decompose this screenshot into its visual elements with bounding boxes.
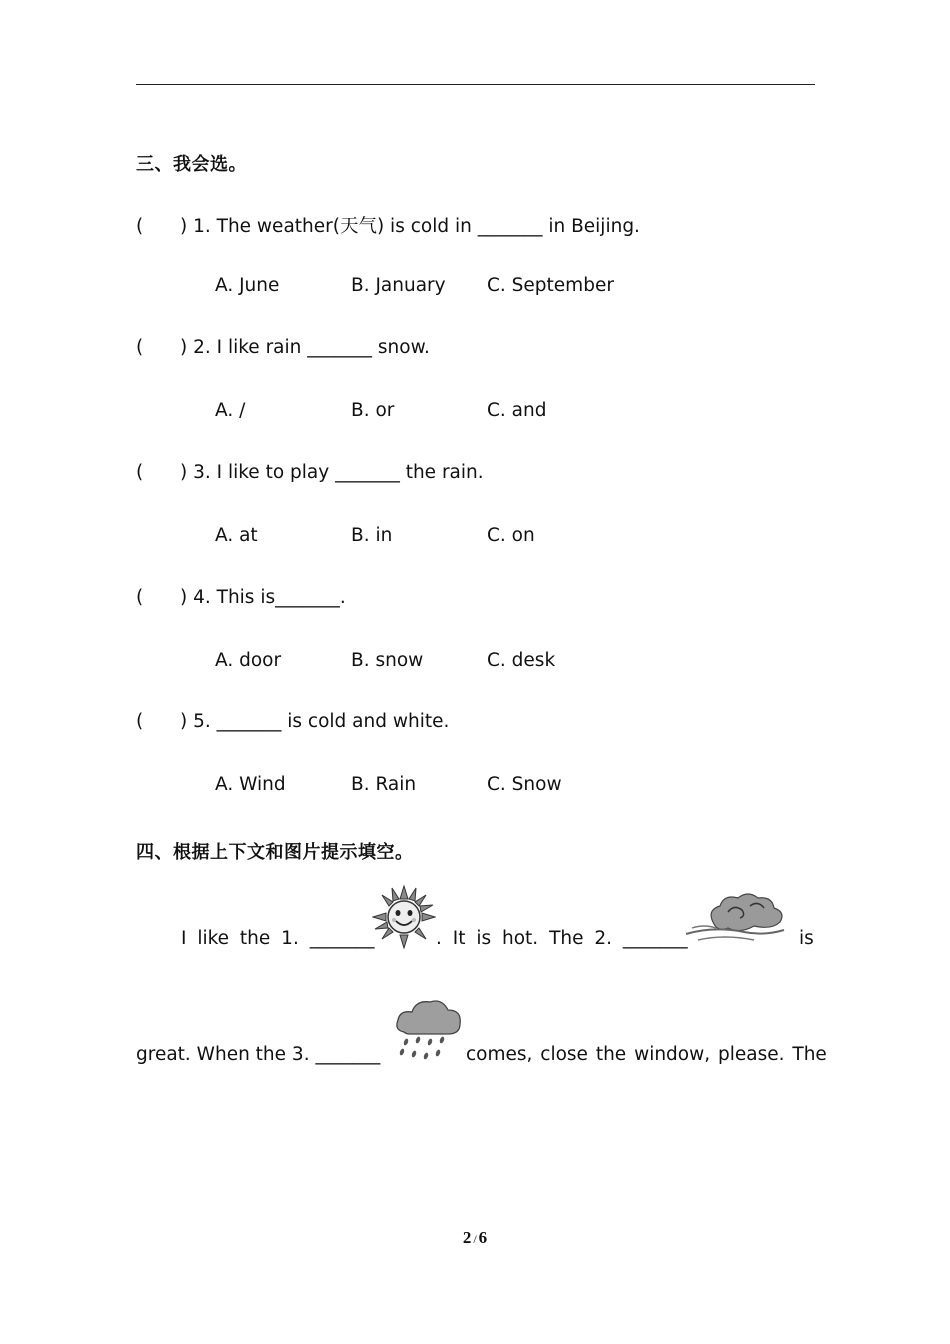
question-stem: 1. The weather(天气) is cold in _______ in Beijing. — [193, 216, 640, 237]
option-b: B. January — [351, 275, 446, 296]
answer-bracket[interactable]: ( — [136, 337, 144, 358]
page-number: 2 / 6 — [462, 1228, 488, 1247]
question-stem: 5. _______ is cold and white. — [193, 711, 450, 732]
option-c: C. and — [487, 400, 547, 421]
question-4: ( ) 4. This is_______. — [136, 587, 346, 608]
rain-cloud-icon — [394, 996, 464, 1062]
question-stem: 3. I like to play _______ the rain. — [193, 462, 484, 483]
passage-line-2b: comes, close the window, please. The — [466, 1044, 827, 1065]
option-c: C. September — [487, 275, 614, 296]
passage-line-1b: . It is hot. The 2. _______ — [436, 928, 688, 949]
section-4-title: 四、根据上下文和图片提示填空。 — [136, 842, 414, 863]
option-b: B. or — [351, 400, 395, 421]
option-c: C. desk — [487, 650, 556, 671]
option-a: A. Wind — [215, 774, 286, 795]
option-c: C. on — [487, 525, 535, 546]
option-c: C. Snow — [487, 774, 562, 795]
option-a: A. / — [215, 400, 246, 421]
passage-line-1a: I like the 1. _______ — [181, 928, 375, 949]
question-3: ( ) 3. I like to play _______ the rain. — [136, 462, 484, 483]
option-b: B. Rain — [351, 774, 417, 795]
question-stem: 2. I like rain _______ snow. — [193, 337, 430, 358]
passage-line-1c: is — [799, 928, 814, 949]
answer-bracket[interactable]: ( — [136, 216, 144, 237]
question-5: ( ) 5. _______ is cold and white. — [136, 711, 450, 732]
question-stem: 4. This is_______. — [193, 587, 346, 608]
sun-icon — [372, 885, 436, 949]
option-a: A. June — [215, 275, 280, 296]
answer-bracket[interactable]: ( — [136, 587, 144, 608]
option-a: A. at — [215, 525, 258, 546]
question-2: ( ) 2. I like rain _______ snow. — [136, 337, 430, 358]
option-b: B. in — [351, 525, 393, 546]
passage-line-2a: great. When the 3. _______ — [136, 1044, 381, 1065]
option-b: B. snow — [351, 650, 424, 671]
question-1: ( ) 1. The weather(天气) is cold in _______ in Beijing. — [136, 216, 640, 237]
top-rule — [136, 84, 815, 85]
section-3-title: 三、我会选。 — [136, 154, 247, 175]
answer-bracket[interactable]: ( — [136, 462, 144, 483]
option-a: A. door — [215, 650, 282, 671]
wind-cloud-icon — [684, 890, 792, 948]
answer-bracket[interactable]: ( — [136, 711, 144, 732]
